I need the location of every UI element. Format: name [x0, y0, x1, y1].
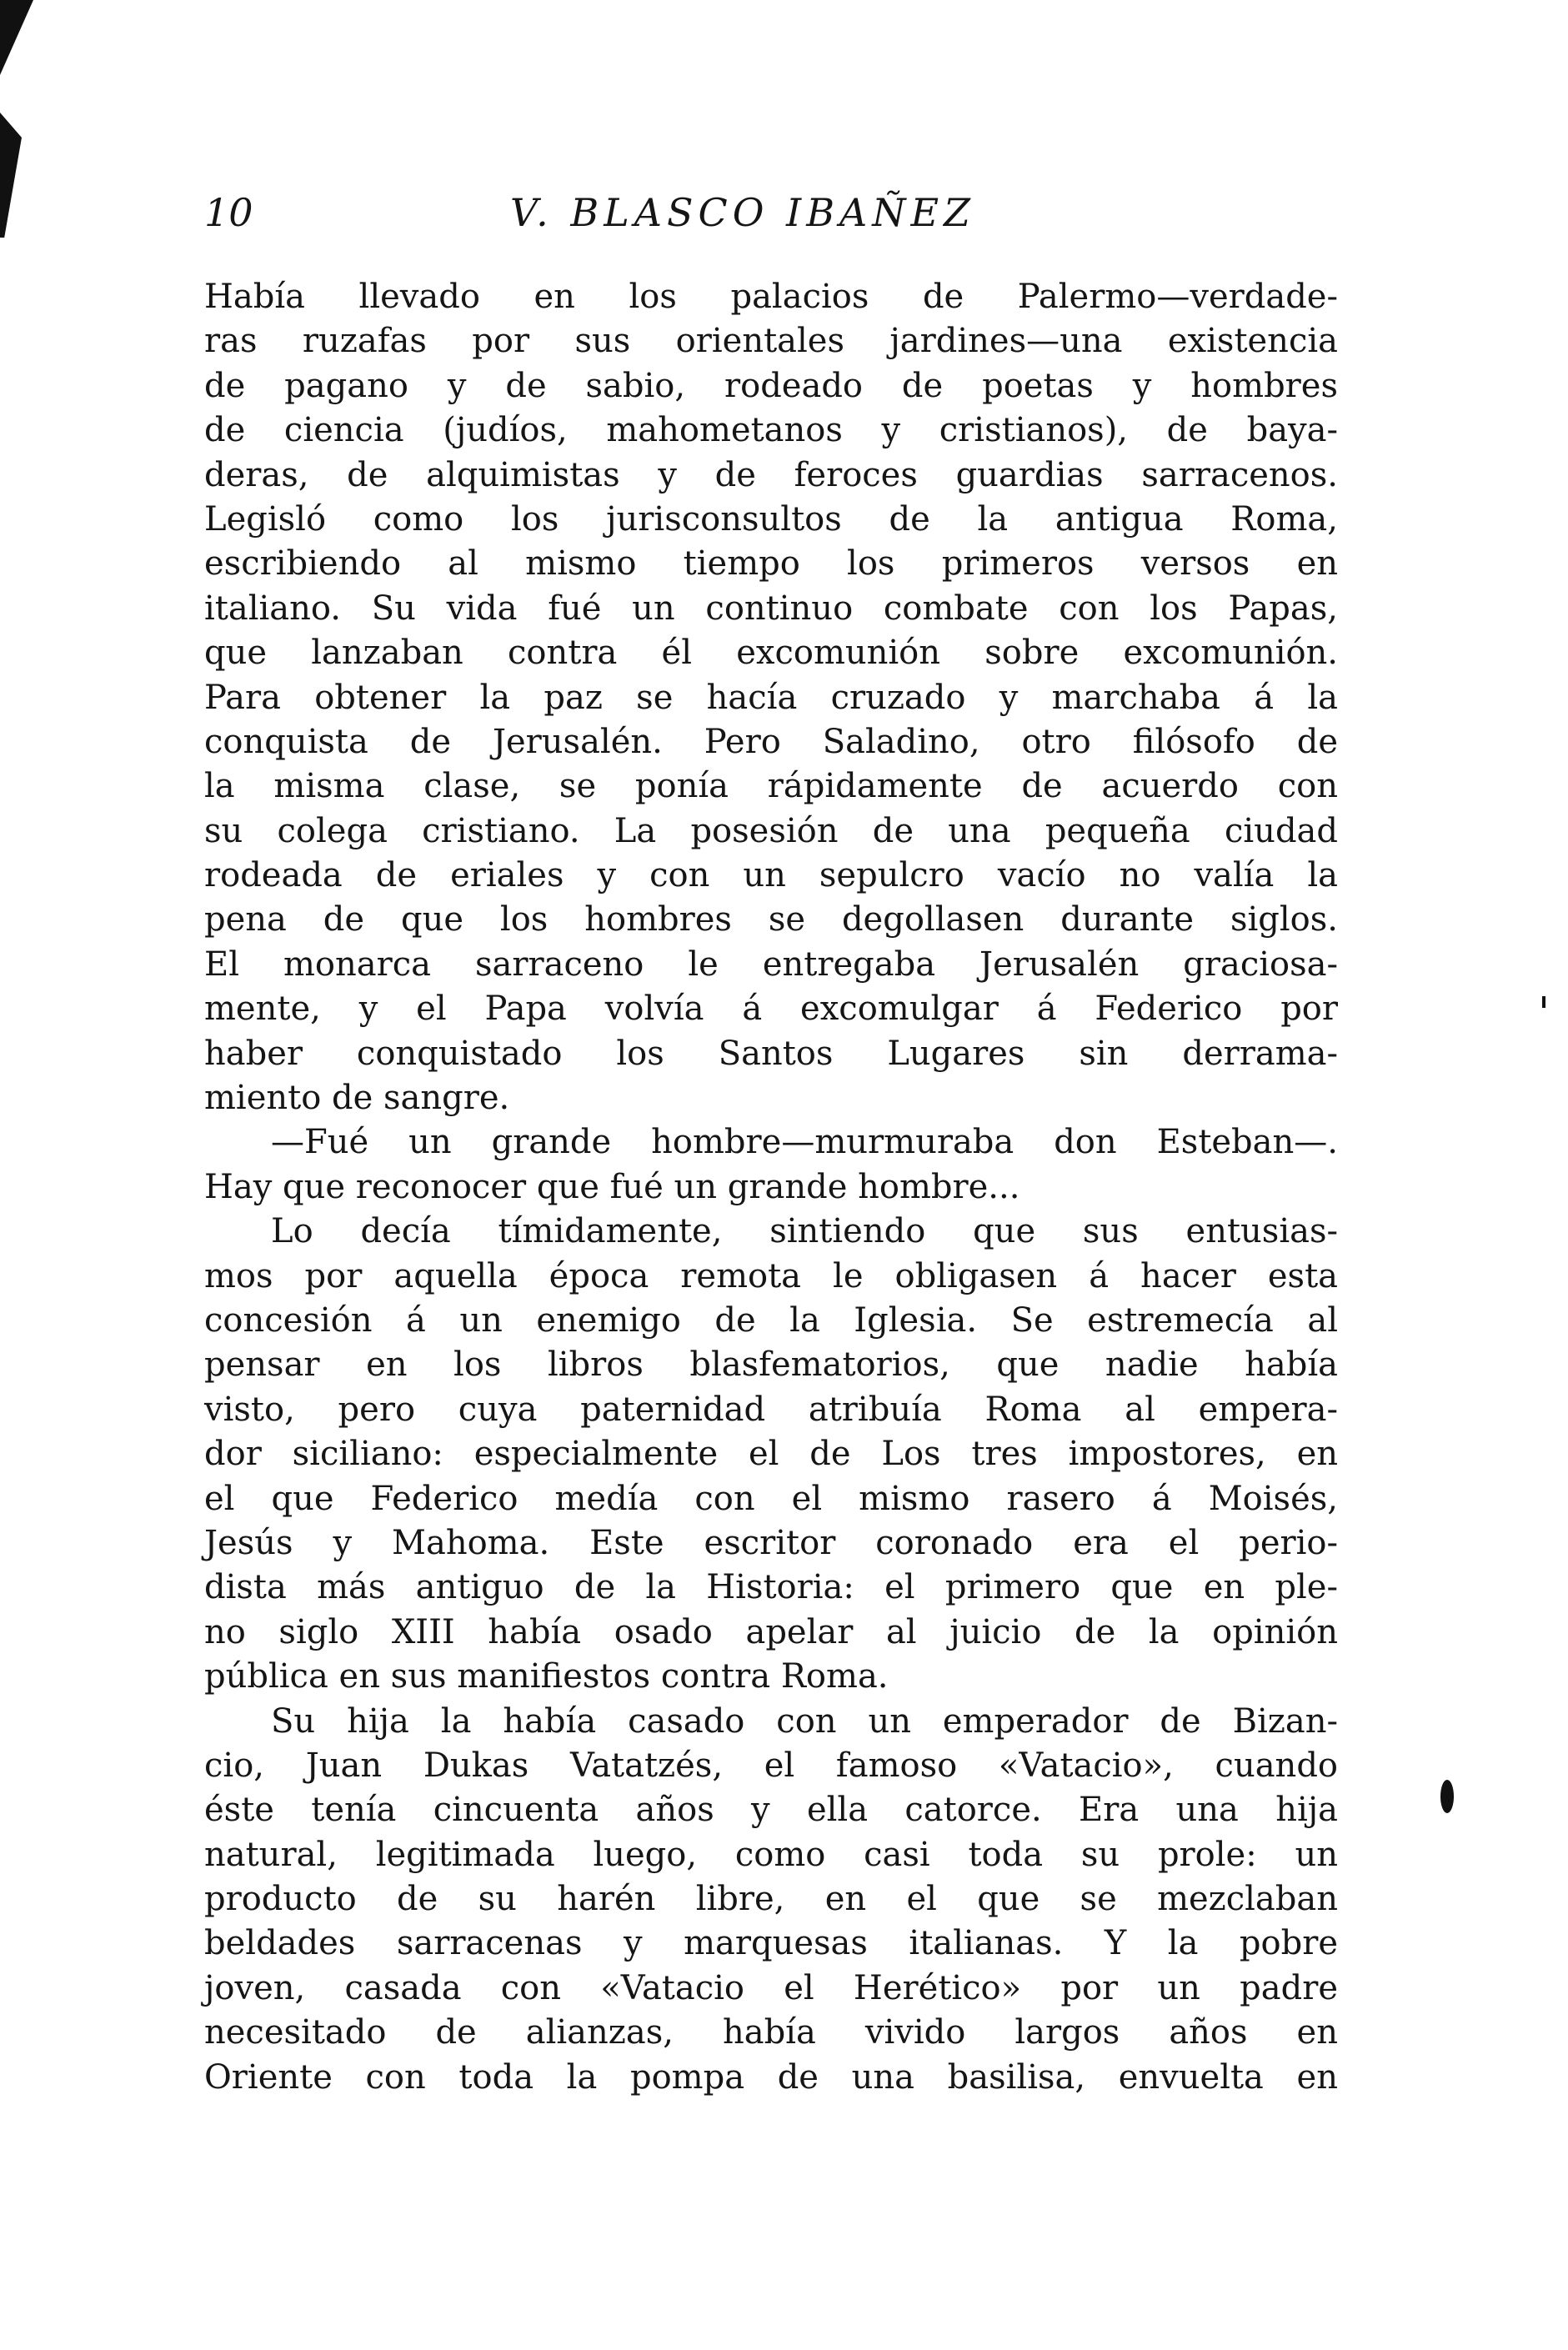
text-line: cio, Juan Dukas Vatatzés, el famoso «Vatacio», cuando [204, 1746, 1338, 1785]
text-line: Legisló como los jurisconsultos de la antigua Roma, [204, 499, 1338, 539]
text-line: su colega cristiano. La posesión de una pequeña ciudad [204, 811, 1338, 850]
text-line: la misma clase, se ponía rápidamente de acuerdo con [204, 767, 1338, 806]
text-line: Oriente con toda la pompa de una basilisa, envuelta en [204, 2057, 1338, 2097]
text-line: mos por aquella época remota le obligasen á hacer esta [204, 1256, 1338, 1295]
text-line: Había llevado en los palacios de Palermo—verdade- [204, 278, 1338, 316]
text-line: deras, de alquimistas y de feroces guardias sarracenos. [204, 455, 1338, 494]
text-line: Hay que reconocer que fué un grande hombre... [204, 1167, 1020, 1206]
scan-mark [1440, 1780, 1454, 1813]
page-header [204, 190, 1338, 248]
body-text [204, 275, 1338, 2100]
text-line: miento de sangre. [204, 1079, 510, 1118]
text-line: El monarca sarraceno le entregaba Jerusalén graciosa- [204, 945, 1338, 984]
scan-mark [0, 113, 22, 238]
text-line: visto, pero cuya paternidad atribuía Roma al empera- [204, 1390, 1338, 1429]
text-line: Jesús y Mahoma. Este escritor coronado era el perio- [204, 1523, 1338, 1562]
text-line: mente, y el Papa volvía á excomulgar á Federico por [204, 990, 1338, 1029]
text-line: beldades sarracenas y marquesas italianas. Y la pobre [204, 1924, 1338, 1963]
text-line: que lanzaban contra él excomunión sobre excomunión. [204, 634, 1338, 673]
text-line: pensar en los libros blasfematorios, que nadie había [204, 1345, 1338, 1385]
text-line: escribiendo al mismo tiempo los primeros versos en [204, 544, 1338, 584]
text-line: —Fué un grande hombre—murmuraba don Esteban—. [271, 1123, 1338, 1162]
running-head: V. BLASCO IBAÑEZ [510, 190, 976, 235]
text-line: conquista de Jerusalén. Pero Saladino, otro filósofo de [204, 722, 1338, 761]
text-line: haber conquistado los Santos Lugares sin derrama- [204, 1034, 1338, 1073]
text-line: de pagano y de sabio, rodeado de poetas y hombres [204, 366, 1338, 405]
text-line: natural, legitimada luego, como casi toda su prole: un [204, 1835, 1338, 1874]
text-line: ras ruzafas por sus orientales jardines—una existencia [204, 322, 1338, 361]
scan-mark [0, 0, 33, 75]
text-line: necesitado de alianzas, había vivido largos años en [204, 2013, 1338, 2052]
text-line: no siglo XIII había osado apelar al juicio de la opinión [204, 1612, 1338, 1651]
text-line: pena de que los hombres se degollasen durante siglos. [204, 900, 1338, 939]
text-line: producto de su harén libre, en el que se mezclaban [204, 1880, 1338, 1919]
text-line: dista más antiguo de la Historia: el primero que en ple- [204, 1568, 1338, 1607]
text-line: pública en sus manifiestos contra Roma. [204, 1657, 889, 1696]
text-line: éste tenía cincuenta años y ella catorce. Era una hija [204, 1791, 1338, 1830]
text-line: Su hija la había casado con un emperador de Bizan- [271, 1701, 1338, 1741]
text-line: concesión á un enemigo de la Iglesia. Se estremecía al [204, 1300, 1338, 1340]
text-line: Lo decía tímidamente, sintiendo que sus entusias- [271, 1212, 1338, 1251]
scan-mark [1542, 996, 1545, 1008]
text-line: dor siciliano: especialmente el de Los tres impostores, en [204, 1435, 1338, 1474]
text-line: el que Federico medía con el mismo rasero á Moisés, [204, 1479, 1338, 1518]
text-line: italiano. Su vida fué un continuo combate con los Papas, [204, 589, 1338, 628]
text-line: de ciencia (judíos, mahometanos y cristianos), de baya- [204, 411, 1338, 450]
page-number: 10 [204, 190, 253, 235]
text-line: Para obtener la paz se hacía cruzado y marchaba á la [204, 678, 1338, 717]
text-line: joven, casada con «Vatacio el Herético» por un padre [204, 1968, 1338, 2007]
text-line: rodeada de eriales y con un sepulcro vacío no valía la [204, 856, 1338, 895]
